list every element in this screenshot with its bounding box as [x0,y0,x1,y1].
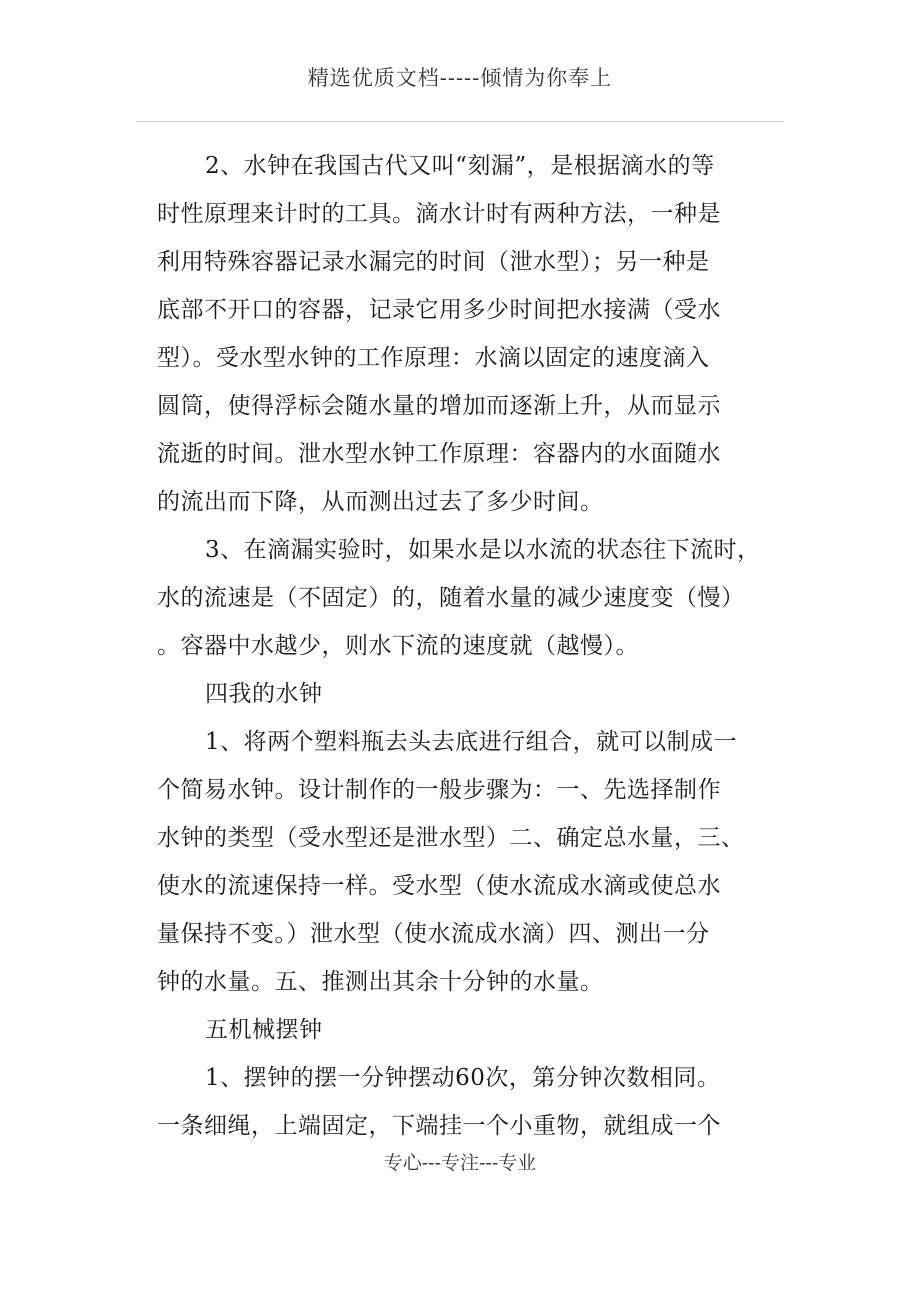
paragraph-line: 一条细绳，上端固定，下端挂一个小重物，就组成一个 [157,1113,721,1139]
paragraph-line: 3、在滴漏实验时，如果水是以水流的状态往下流时， [205,537,761,563]
paragraph-line: 。容器中水越少，则水下流的速度就（越慢）。 [157,633,639,659]
document-body [157,142,777,1150]
page-header: 精选优质文档-----倾情为你奉上 [307,66,613,90]
paragraph-line: 流逝的时间。泄水型水钟工作原理：容器内的水面随水 [157,441,721,467]
paragraph-line: 1、摆钟的摆一分钟摆动60次，第分钟次数相同。 [205,1065,721,1091]
paragraph-line: 水钟的类型（受水型还是泄水型）二、确定总水量，三、 [157,825,745,851]
paragraph-line: 使水的流速保持一样。受水型（使水流成水滴或使总水 [157,873,721,899]
paragraph-line: 的流出而下降，从而测出过去了多少时间。 [157,489,604,515]
header-divider [137,121,783,122]
paragraph-line: 时性原理来计时的工具。滴水计时有两种方法，一种是 [157,201,721,227]
paragraph-line: 钟的水量。五、推测出其余十分钟的水量。 [157,969,604,995]
section-heading: 四我的水钟 [205,681,323,707]
page-footer: 专心---专注---专业 [383,1152,537,1174]
section-heading: 五机械摆钟 [205,1017,323,1043]
paragraph-line: 圆筒，使得浮标会随水量的增加而逐渐上升，从而显示 [157,393,721,419]
paragraph-line: 底部不开口的容器，记录它用多少时间把水接满（受水 [157,297,721,323]
paragraph-line: 量保持不变。）泄水型（使水流成水滴）四、测出一分 [157,921,710,947]
paragraph-line: 型）。受水型水钟的工作原理：水滴以固定的速度滴入 [157,345,710,371]
paragraph-line: 2、水钟在我国古代又叫“刻漏”，是根据滴水的等 [205,153,715,179]
paragraph-line: 个简易水钟。设计制作的一般步骤为：一、先选择制作 [157,777,721,803]
paragraph-line: 1、将两个塑料瓶去头去底进行组合，就可以制成一 [205,729,738,755]
paragraph-line: 利用特殊容器记录水漏完的时间（泄水型）；另一种是 [157,249,710,275]
paragraph-line: 水的流速是（不固定）的，随着水量的减少速度变（慢） [157,585,745,611]
